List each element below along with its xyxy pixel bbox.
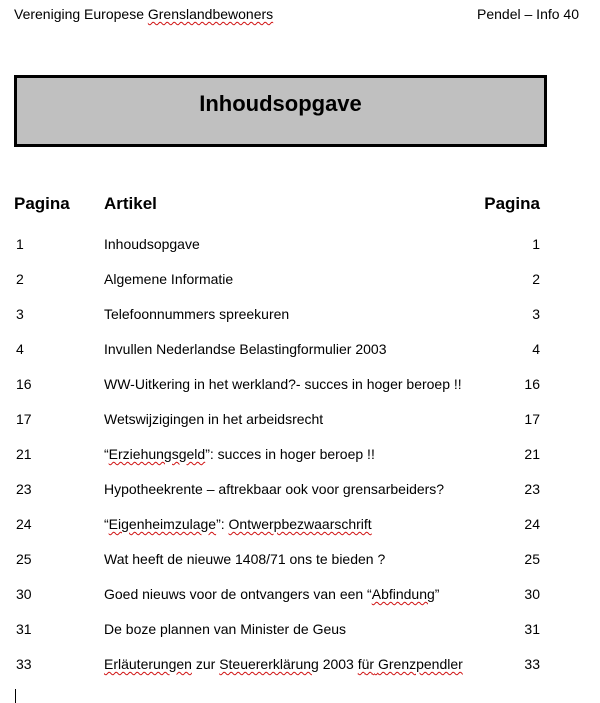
title-part: “: [104, 516, 109, 532]
toc-row: [14, 374, 540, 409]
row-page-number: 31: [16, 621, 32, 637]
row-page-number-right: 30: [524, 586, 540, 602]
row-page-number: 4: [16, 341, 24, 357]
header-page-right: Pagina: [484, 194, 540, 213]
row-page-number-right: 21: [524, 446, 540, 462]
header-page-left: Pagina: [14, 194, 70, 213]
page-title: Inhoudsopgave: [199, 91, 362, 116]
row-page-number: 3: [16, 306, 24, 322]
row-article-title: Wat heeft de nieuwe 1408/71 ons te bieden ?: [104, 551, 386, 567]
row-page-number-right: 25: [524, 551, 540, 567]
organization-name: [14, 6, 273, 22]
row-page-number: 16: [16, 376, 32, 392]
toc-row: [14, 654, 540, 689]
row-page-number-right: 23: [524, 481, 540, 497]
row-article-title: Wetswijzigingen in het arbeidsrecht: [104, 411, 324, 427]
table-of-contents: [14, 194, 540, 689]
row-page-number-right: 1: [532, 236, 540, 252]
header-article: Artikel: [104, 194, 157, 213]
title-box: [14, 75, 547, 147]
row-page-number: 24: [16, 516, 32, 532]
row-article-title: Inhoudsopgave: [104, 236, 200, 252]
spellcheck-word: für: [357, 656, 375, 672]
row-page-number-right: 16: [524, 376, 540, 392]
row-page-number: 30: [16, 586, 32, 602]
row-page-number-right: 17: [524, 411, 540, 427]
publication-name: Pendel – Info 40: [477, 6, 579, 22]
row-page-number: 2: [16, 271, 24, 287]
toc-row: [14, 584, 540, 619]
title-part: zur: [191, 656, 220, 672]
row-page-number-right: 33: [524, 656, 540, 672]
row-article-title: WW-Uitkering in het werkland?- succes in hoger beroep !!: [104, 376, 462, 392]
toc-row: [14, 339, 540, 374]
row-article-title: [104, 656, 463, 672]
spellcheck-word: Abfindung: [371, 586, 435, 602]
text-cursor[interactable]: [15, 689, 16, 703]
title-part: Goed nieuws voor de ontvangers van een “: [104, 586, 372, 602]
toc-row: [14, 234, 540, 269]
toc-row: [14, 409, 540, 444]
title-part: ”: succes in hoger beroep !!: [205, 446, 375, 462]
spellcheck-word: Steuererklärung: [219, 656, 319, 672]
toc-row: [14, 514, 540, 549]
organization-word-spellcheck: Grenslandbewoners: [147, 6, 274, 22]
row-page-number: 25: [16, 551, 32, 567]
spellcheck-word: Eigenheimzulage: [108, 516, 217, 532]
row-article-title: Invullen Nederlandse Belastingformulier 2003: [104, 341, 387, 357]
title-part: “: [104, 446, 109, 462]
toc-row: [14, 269, 540, 304]
row-article-title: [104, 586, 439, 602]
toc-row: [14, 479, 540, 514]
row-article-title: De boze plannen van Minister de Geus: [104, 621, 347, 637]
row-article-title: Algemene Informatie: [104, 271, 234, 287]
page-header: [14, 6, 579, 26]
row-page-number-right: 24: [524, 516, 540, 532]
toc-row: [14, 549, 540, 584]
spellcheck-word: Erziehungsgeld: [108, 446, 206, 462]
toc-row: [14, 304, 540, 339]
row-article-title: Hypotheekrente – aftrekbaar ook voor grensarbeiders?: [104, 481, 445, 497]
row-page-number: 23: [16, 481, 32, 497]
row-article-title: [104, 516, 372, 532]
spellcheck-word: Ontwerpbezwaarschrift: [228, 516, 372, 532]
spellcheck-word: Erläuterungen: [104, 656, 192, 672]
spellcheck-word: Grenzpendler: [377, 656, 463, 672]
organization-prefix: Vereniging Europese: [14, 6, 148, 22]
row-page-number-right: 31: [524, 621, 540, 637]
row-article-title: [104, 446, 375, 462]
row-page-number-right: 3: [532, 306, 540, 322]
row-page-number: 17: [16, 411, 32, 427]
row-page-number: 21: [16, 446, 32, 462]
title-part: ”:: [216, 516, 229, 532]
row-page-number: 33: [16, 656, 32, 672]
toc-row: [14, 444, 540, 479]
toc-header-row: [14, 194, 540, 234]
title-part: 2003: [318, 656, 358, 672]
row-page-number: 1: [16, 236, 24, 252]
row-page-number-right: 2: [532, 271, 540, 287]
title-part: ”: [434, 586, 440, 602]
row-page-number-right: 4: [532, 341, 540, 357]
toc-row: [14, 619, 540, 654]
row-article-title: Telefoonnummers spreekuren: [104, 306, 290, 322]
